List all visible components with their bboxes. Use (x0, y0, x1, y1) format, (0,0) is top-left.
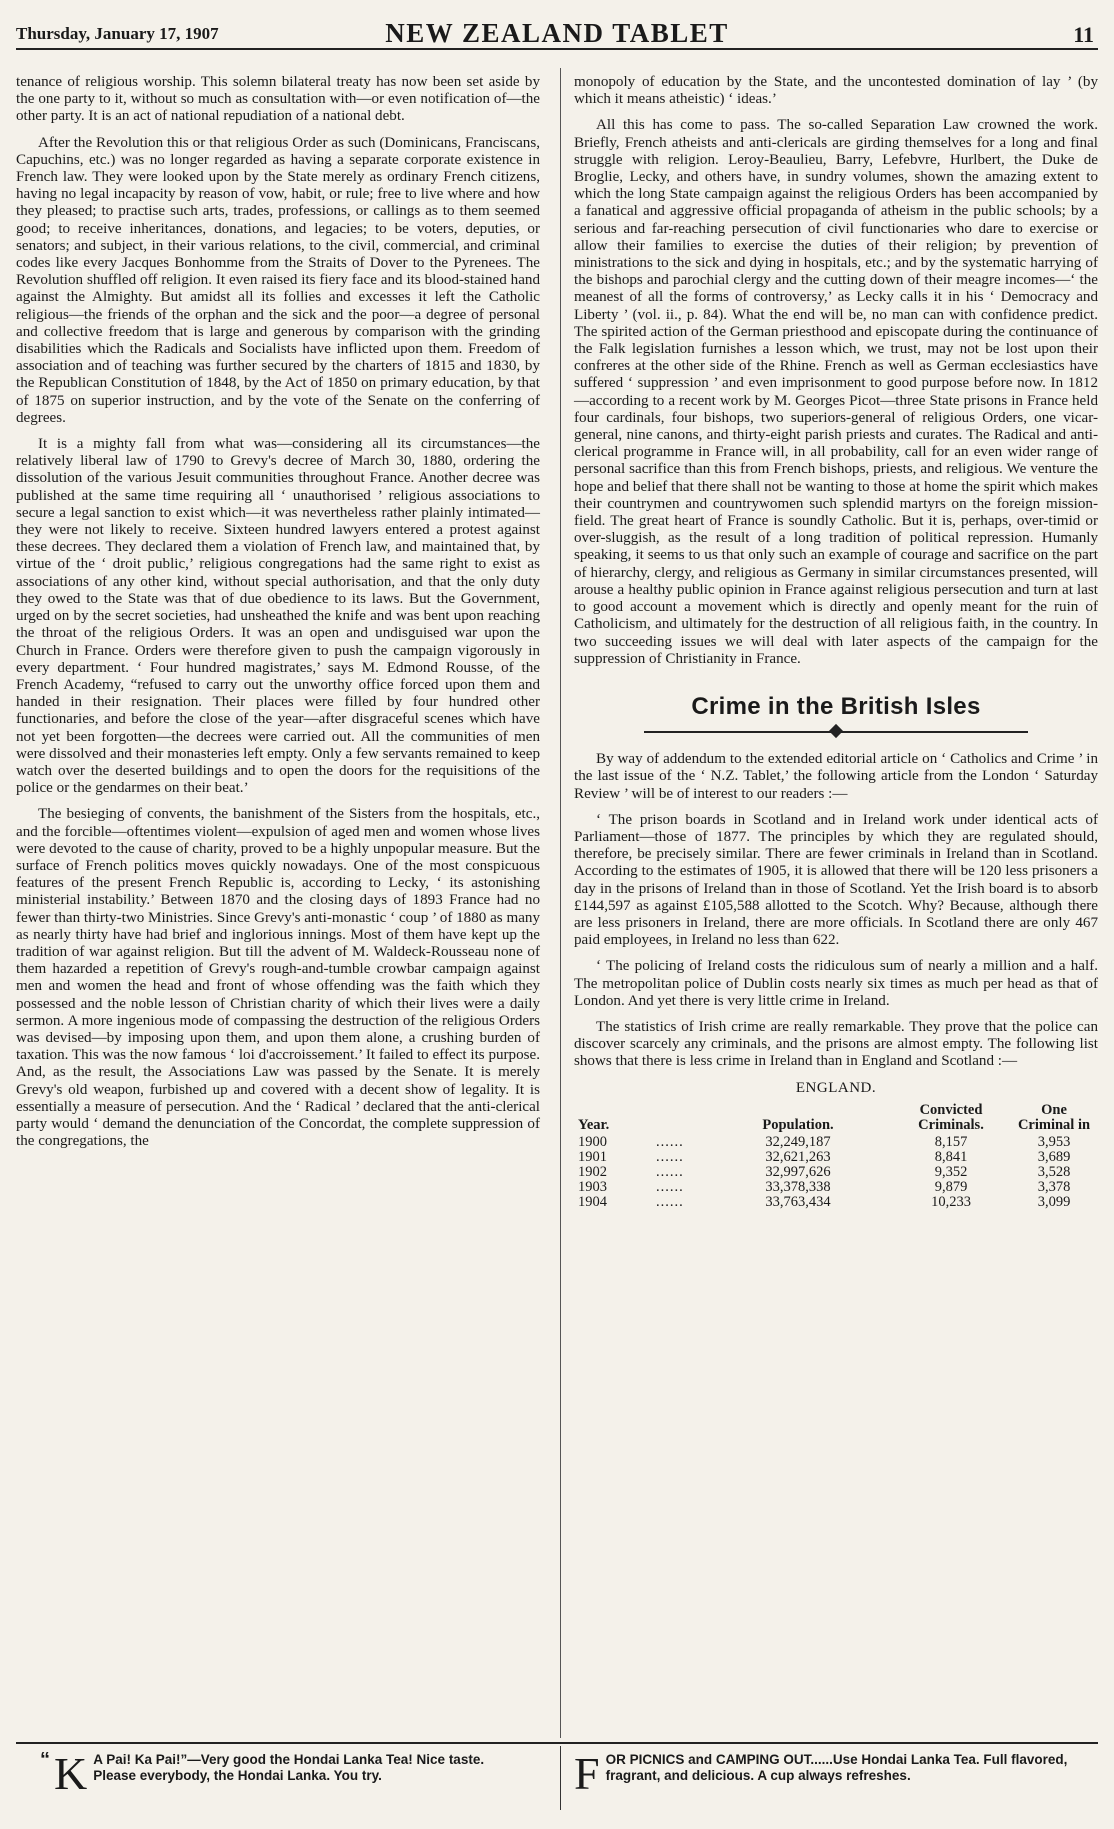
cell-population: 32,621,263 (765, 1148, 831, 1165)
table-row (574, 1135, 1098, 1150)
drop-cap: K (54, 1748, 88, 1799)
cell-convicted: 9,352 (934, 1163, 968, 1180)
paragraph: monopoly of education by the State, and the uncontested domination of lay ’ (by which it means atheistic) ‘ ideas.’ (574, 74, 1098, 108)
paragraph: It is a mighty fall from what was—considering all its circumstances—the relatively liberal law of 1790 to Grevy's decree of March 30, 1880, ordering the dissolution of the various Jesuit communities throughout France. Another decree was published at the same time requiring all ‘ unauthorised ’ religious associations to secure a legal sanction to exist which—it was nevertheless rather plainly intimated—they were not likely to receive. Sixteen hundred lawyers entered a protest against these decrees. They declared them a violation of French law, and maintained that, by virtue of the ‘ droit public,’ religious congregations had the same right to exist as associations of any other kind, without special authorisation, and that the only duty they owed to the State was that of due obedience to its laws. But the Government, urged on by the secret societies, had unsheathed the knife and was bent upon reaching the throat of the religious Orders. It was an open and undisguised war upon the Church in France. Orders were therefore given to push the campaign vigorously in every department. ‘ Four hundred magistrates,’ says M. Edmond Rousse, of the French Academy, “refused to carry out the unworthy office forced upon them and handed in their resignation. Their places were filled by four hundred other functionaries, and before the close of the year—after disgraceful scenes which have not yet been forgotten—the decrees were carried out. All the communities of men were dissolved and their monasteries left empty. Only a few servants remained to keep watch over the deserted buildings and to open the doors for the requisitions of the police or the gendarmes on their beat.’ (16, 436, 540, 797)
cell-ratio: 3,528 (1037, 1163, 1071, 1180)
table-caption: ENGLAND. (795, 1079, 877, 1096)
advertisement-left (40, 1748, 520, 1799)
ad-text: OR PICNICS and CAMPING OUT......Use Hondai Lanka Tea. Full flavored, fragrant, and delicious. A cup always refreshes. (605, 1752, 1068, 1783)
advertisement-right (574, 1748, 1094, 1799)
paragraph: The statistics of Irish crime are really remarkable. They prove that the police can discover scarcely any criminals, and the prisons are almost empty. The following list shows that there is less crime in Ireland than in England and Scotland :— (574, 1018, 1098, 1070)
cell-year: 1900 (578, 1133, 607, 1150)
cell-population: 33,763,434 (765, 1193, 831, 1210)
col-header-convicted: Convicted Criminals. (918, 1101, 984, 1133)
paragraph: By way of addendum to the extended editorial article on ‘ Catholics and Crime ’ in the last issue of the ‘ N.Z. Tablet,’ the following article from the London ‘ Saturday Review ’ will be of interest to our readers :— (574, 751, 1098, 802)
cell-leader: ...... (656, 1133, 684, 1150)
page-number: 11 (1073, 22, 1094, 47)
cell-year: 1902 (578, 1163, 607, 1180)
cell-population: 32,249,187 (765, 1133, 831, 1150)
table-row (574, 1150, 1098, 1165)
page-header (16, 18, 1098, 50)
masthead-title: NEW ZEALAND TABLET (385, 18, 729, 48)
footer-divider (560, 1746, 561, 1810)
paragraph: ‘ The policing of Ireland costs the ridiculous sum of nearly a million and a half. The metropolitan police of Dublin costs nearly six times as much per head as that of London. And yet there is very little crime in Ireland. (574, 958, 1098, 1009)
cell-convicted: 10,233 (931, 1193, 971, 1210)
article-heading (574, 692, 1098, 720)
col-header-spacer (652, 1103, 704, 1135)
table-row (574, 1165, 1098, 1180)
paragraph: The besieging of convents, the banishment of the Sisters from the hospitals, etc., and the forcible—oftentimes violent—expulsion of aged men and women whose lives were devoted to the cause of charity, proved to be a highly unpopular measure. But the surface of French politics moves quickly nowadays. One of the most conspicuous features of the present French Republic is, according to Lecky, ‘ its astonishing ministerial instability.’ Between 1870 and the closing days of 1893 France had no fewer than thirty-two Ministries. Since Grevy's anti-monastic ‘ coup ’ of 1880 as many as nearly thirty have had brief and inglorious innings. Most of them have kept up the tradition of war against religion. But till the advent of M. Waldeck-Rousseau none of them hazarded a repetition of Grevy's rough-and-tumble crowbar campaign against men and women the head and front of whose offending was the faith which they possessed and the noble lesson of Christian charity of which their lives were a daily sermon. A more ingenious mode of compassing the destruction of the religious Orders was devised—by imposing upon them, and upon them alone, a crushing burden of taxation. This was the now famous ‘ loi d'accroissement.’ It failed to effect its purpose. And, as the result, the Associations Law was passed by the Senate. It is merely Grevy's old weapon, furbished up and covered with a decent show of legality. It is essentially a measure of persecution. And the ‘ Radical ’ declared that the anti-clerical party would ‘ demand the denunciation of the Concordat, the complete suppression of the congregations, the (16, 806, 540, 1150)
col-header-population: Population. (762, 1116, 834, 1133)
article-title: Crime in the British Isles (691, 692, 981, 720)
crime-statistics-table (574, 1103, 1098, 1210)
cell-population: 32,997,626 (765, 1163, 831, 1180)
col-header-year: Year. (578, 1116, 610, 1133)
table-row (574, 1195, 1098, 1210)
paragraph: tenance of religious worship. This solemn bilateral treaty has now been set aside by the one party to it, without so much as consultation with—or even notification of—the other party. It is an act of national repudiation of a national debt. (16, 74, 540, 125)
heading-ornament (644, 725, 1028, 739)
cell-ratio: 3,099 (1037, 1193, 1071, 1210)
cell-ratio: 3,689 (1037, 1148, 1071, 1165)
paragraph: All this has come to pass. The so-called Separation Law crowned the work. Briefly, French atheists and anti-clericals are girding themselves for a long and final struggle with religion. Leroy-Beaulieu, Barry, Lefebvre, Hurlbert, the Duke de Broglie, Lecky, and others have, in sundry volumes, shown the amazing extent to which the long State campaign against the religious Orders has been accompanied by a fanatical and aggressive official propaganda of atheism in the public schools; by a serious and far-reaching persecution of civil functionaries who dare to exercise or allow their families to exercise the duties of their religion; by prevention of ministrations to the sick and dying in hospitals, etc.; and by the systematic harrying of the bishops and parochial clergy and the cutting down of their meagre incomes—‘ the meanest of all the forms of controversy,’ as Lecky calls it in his ‘ Democracy and Liberty ’ (vol. ii., p. 84). What the end will be, no man can with confidence predict. The spirited action of the German priesthood and episcopate during the continuance of the Falk legislation furnishes a lesson which, we trust, may not be lost upon their confreres at the other side of the Rhine. French as well as German ecclesiastics have suffered ‘ suppression ’ and even imprisonment to good purpose before now. In 1812—according to a recent work by M. Georges Picot—three State prisons in France held four cardinals, four bishops, two superiors-general of religious Orders, one vicar-general, nine canons, and thirty-eight parish priests and curates. The Radical and anti-clerical programme in France will, in all probability, call for an even wider range of personal sacrifice than this from French bishops, priests, and religious. We venture the hope and belief that there shall not be wanting to those at home the spirit which makes their countrymen and countrywomen such splendid martyrs on the foreign mission-field. The great heart of France is soundly Catholic. But it is, perhaps, over-timid or over-sluggish, as the result of a long tradition of political repression. Humanly speaking, it seems to us that only such an example of courage and sacrifice on the part of hierarchy, clergy, and religious as Germany in similar circumstances presented, will arouse a healthy public opinion in France against religious persecution and turn at last to good account a movement which is directly and openly meant for the ruin of Catholicism, and ultimately for the destruction of all religious faith, in the country. In two succeeding issues we will deal with later aspects of the campaign for the suppression of Christianity in France. (574, 117, 1098, 667)
cell-year: 1901 (578, 1148, 607, 1165)
drop-cap: F (574, 1748, 600, 1799)
cell-leader: ...... (656, 1178, 684, 1195)
cell-leader: ...... (656, 1163, 684, 1180)
cell-convicted: 9,879 (934, 1178, 968, 1195)
diamond-icon (829, 724, 843, 738)
cell-leader: ...... (656, 1193, 684, 1210)
cell-ratio: 3,378 (1037, 1178, 1071, 1195)
right-column (574, 74, 1098, 1210)
paragraph: ‘ The prison boards in Scotland and in Ireland work under identical acts of Parliament—those of 1877. The principles by which they are regulated should, therefore, be precisely similar. There are fewer criminals in Ireland than in Scotland. According to the estimates of 1905, it is allowed that there will be 120 less prisoners a day in the prisons of Ireland than in those of Scotland. Yet the Irish board is to absorb £144,597 as against £105,588 allotted to the Scotch. Why? Because, although there are less prisoners in Ireland, there are more officials. In Scotland there are only 467 paid employees, in Ireland no less than 622. (574, 811, 1098, 949)
cell-year: 1903 (578, 1178, 607, 1195)
cell-convicted: 8,841 (934, 1148, 968, 1165)
cell-population: 33,378,338 (765, 1178, 831, 1195)
table-row (574, 1180, 1098, 1195)
ad-text: A Pai! Ka Pai!”—Very good the Hondai Lanka Tea! Nice taste. Please everybody, the Hondai Lanka. You try. (93, 1752, 485, 1783)
cell-ratio: 3,953 (1037, 1133, 1071, 1150)
cell-leader: ...... (656, 1148, 684, 1165)
column-rule (560, 68, 561, 1738)
quote-mark: “ (40, 1749, 50, 1771)
paragraph: After the Revolution this or that religious Order as such (Dominicans, Franciscans, Capuchins, etc.) was no longer regarded as having a separate corporate existence in French law. They were looked upon by the State merely as ordinary French citizens, having no legal incapacity by reason of vow, habit, or rule; free to live where and how they pleased; to practise such arts, trades, professions, or callings as to them seemed good; to receive inheritances, donations, and legacies; to be voters, deputies, or senators; and subject, in their various relations, to the civil, commercial, and criminal codes like every Jacques Bonhomme from the Straits of Dover to the Pyrenees. The Revolution shuffled off religion. It even raised its fiery face and its blood-stained hand against the Almighty. But amidst all its follies and excesses it left the Catholic religious—the friends of the orphan and the sick and the poor—a degree of personal and collective freedom that is large and generous by comparison with the grinding disabilities which the Radicals and Socialists have inflicted upon them. Freedom of association and of teaching was further secured by the charters of 1815 and 1830, by the Republican Constitution of 1848, by the Act of 1850 on primary education, by that of 1875 on superior instruction, and by the vote of the Senate on the conferring of degrees. (16, 134, 540, 426)
footer-rule (16, 1742, 1098, 1744)
left-column (16, 74, 540, 1159)
col-header-ratio: One Criminal in (1017, 1101, 1091, 1133)
issue-date: Thursday, January 17, 1907 (16, 24, 219, 43)
table-header-row (574, 1103, 1098, 1135)
cell-convicted: 8,157 (934, 1133, 968, 1150)
cell-year: 1904 (578, 1193, 607, 1210)
